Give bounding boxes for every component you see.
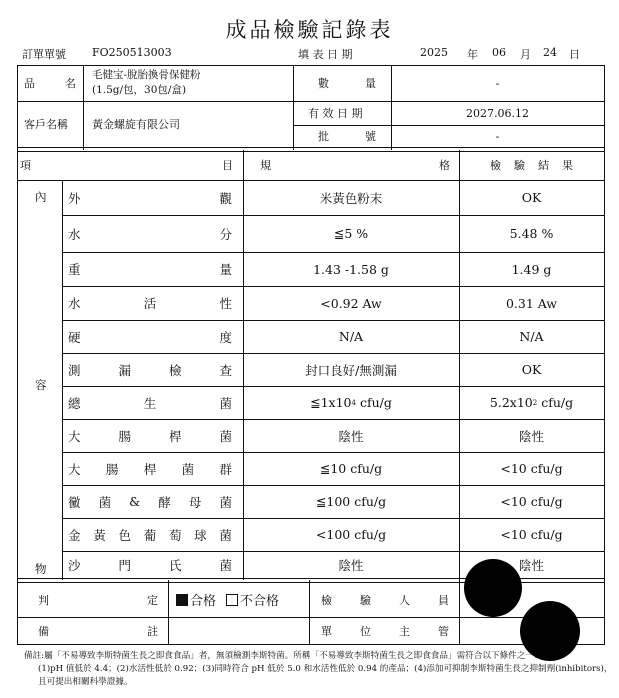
redacted-signature-inspector (464, 559, 522, 617)
fill-date-day: 24 (543, 46, 557, 59)
row-item-char: 測 (68, 362, 81, 378)
row-item-char: 群 (219, 461, 232, 477)
pass-checkbox[interactable] (176, 594, 188, 606)
row-result: OK (521, 190, 542, 205)
row-item-char: 色 (118, 527, 131, 543)
row-item (68, 386, 232, 419)
row-item-char: 酵 (158, 494, 171, 510)
footnote-line-3: 且可提出相關科學證據。 (38, 677, 133, 687)
quantity-label (318, 65, 376, 101)
row-item-char: 水 (68, 226, 81, 242)
product-name-label-1: 品 (24, 77, 35, 90)
judgement-options (176, 582, 279, 617)
row-item-char: 性 (219, 296, 232, 311)
row-result-exponent: 2 (532, 398, 538, 407)
column-result: 檢驗結果 (490, 159, 586, 172)
row-result: <10 cfu/g (500, 527, 563, 542)
row-result: 陰性 (518, 557, 544, 573)
row-item-char: 生 (143, 395, 157, 411)
inspector-label-2: 驗 (360, 593, 371, 607)
unit-supervisor-label-1: 單 (321, 625, 332, 638)
product-name-line2: (1.5g/包，30包/盒) (92, 84, 187, 96)
row-item-char: 萄 (168, 527, 182, 543)
row-item-char: 母 (188, 494, 202, 510)
row-item-char: 大 (68, 461, 81, 477)
row-item-char: 外 (68, 190, 81, 206)
judgement-label-2: 定 (147, 593, 158, 607)
row-spec: ≦10 cfu/g (319, 461, 383, 476)
fill-date-year-unit: 年 (467, 48, 478, 61)
row-spec: ≦5 % (333, 226, 369, 241)
row-item-char: 菌 (181, 461, 195, 477)
row-item-char: 度 (219, 329, 232, 345)
row-item-char: 桿 (168, 428, 182, 444)
column-item-right: 目 (222, 159, 233, 172)
order-label: 訂單單號 (22, 48, 66, 61)
product-name (92, 68, 201, 98)
row-item-char: 門 (118, 557, 131, 573)
row-item-char: 桿 (143, 461, 157, 477)
row-item-char: 金 (68, 527, 81, 543)
column-item-left: 項 (20, 159, 31, 172)
batch-label-2: 號 (365, 130, 376, 143)
row-result: 5.48 % (509, 226, 554, 241)
content-label-middle: 容 (35, 378, 47, 392)
row-item (68, 320, 232, 353)
quantity-label-2: 量 (365, 77, 376, 90)
row-spec: 陰性 (338, 557, 364, 573)
row-item (68, 485, 232, 518)
customer-name: 黃金螺旋有限公司 (92, 118, 180, 131)
judgement-label-1: 判 (38, 593, 49, 607)
row-item-char: 菌 (219, 494, 232, 510)
row-result: OK (521, 362, 542, 377)
row-item-char: 黴 (68, 494, 81, 510)
page-title: 成品檢驗記錄表 (225, 18, 394, 42)
row-item-char: 漏 (118, 362, 131, 378)
quantity-label-1: 數 (318, 77, 329, 90)
expiry-value: 2027.06.12 (466, 106, 529, 120)
fill-date-day-unit: 日 (569, 48, 580, 61)
row-item-char: 查 (219, 362, 232, 378)
footnote-line-1: 備註:屬「不易導致李斯特菌生長之即食食品」者，無須檢測李斯特菌。所稱「不易導致李斯特菌生長之即食食品」需符合以下條件之一： (24, 651, 543, 661)
row-item-char: 分 (219, 226, 232, 242)
row-item-char: 腸 (118, 428, 131, 444)
row-item-char: 葡 (143, 527, 157, 543)
row-item-char: 球 (194, 527, 207, 543)
row-item-char: 觀 (219, 190, 232, 206)
row-spec-unit: cfu/g (355, 395, 392, 410)
row-item-char: 菌 (219, 428, 232, 444)
row-item (68, 452, 232, 485)
row-item (68, 518, 232, 551)
unit-supervisor-label-4: 管 (438, 625, 449, 638)
row-item-char: 檢 (168, 362, 182, 378)
row-item (68, 252, 232, 286)
row-spec-exponent: 4 (351, 398, 356, 407)
row-item-char: 黃 (93, 527, 106, 543)
customer-label: 客戶名稱 (24, 118, 68, 131)
content-label-bottom: 物 (35, 562, 47, 576)
row-item-char: 菌 (219, 395, 232, 411)
remarks-label (38, 618, 158, 644)
unit-supervisor-label-3: 主 (399, 625, 410, 638)
row-item (68, 180, 232, 215)
row-spec-base: ≦1x10 (310, 395, 352, 410)
row-item (68, 286, 232, 320)
judgement-label (38, 582, 158, 617)
inspector-label (321, 582, 449, 617)
fill-date-month-unit: 月 (520, 48, 531, 61)
row-item-char: 氏 (168, 557, 182, 573)
row-result: <10 cfu/g (500, 494, 563, 509)
row-item-char: 腸 (105, 461, 119, 477)
row-item-char: 硬 (68, 329, 81, 345)
row-spec: 陰性 (338, 428, 364, 444)
row-spec: 1.43 -1.58 g (313, 261, 389, 277)
row-item-char: 活 (143, 296, 157, 311)
column-spec-left: 規 (260, 159, 271, 172)
row-item-char: 菌 (219, 557, 232, 573)
inspector-label-3: 人 (399, 593, 410, 607)
row-spec: 封口良好/無測漏 (305, 362, 397, 378)
row-item (68, 419, 232, 452)
row-result: <10 cfu/g (500, 461, 563, 476)
row-result: 1.49 g (511, 261, 552, 277)
row-item-char: 菌 (219, 527, 232, 543)
batch-value: - (495, 129, 500, 143)
row-result: 0.31 Aw (506, 295, 557, 311)
footnotes (24, 650, 614, 689)
pass-label: 合格 (190, 594, 217, 609)
remarks-label-2: 註 (147, 625, 158, 638)
fill-date-month: 06 (492, 46, 506, 59)
fill-date-year: 2025 (420, 46, 448, 59)
unit-supervisor-label (321, 618, 449, 644)
row-item (68, 215, 232, 252)
batch-label-1: 批 (318, 130, 329, 143)
product-name-label-2: 名 (65, 77, 76, 90)
inspector-label-4: 員 (438, 593, 449, 607)
row-item-char: & (129, 494, 141, 509)
row-result-unit: cfu/g (537, 395, 574, 410)
row-result (459, 386, 604, 419)
product-name-line1: 毛健宝-脫胎換骨保健粉 (92, 69, 201, 81)
row-result: N/A (519, 329, 544, 344)
row-result-base: 5.2x10 (489, 395, 533, 410)
column-spec-right: 格 (439, 159, 450, 172)
fail-label: 不合格 (240, 594, 280, 609)
order-number: FO250513003 (92, 46, 172, 59)
content-label-top: 內 (35, 190, 47, 204)
row-item (68, 551, 232, 578)
unit-supervisor-label-2: 位 (360, 625, 371, 638)
row-item-char: 總 (68, 395, 81, 411)
row-spec (243, 386, 459, 419)
row-spec: <0.92 Aw (320, 295, 382, 311)
inspector-label-1: 檢 (321, 593, 332, 607)
row-item-char: 水 (68, 296, 81, 311)
row-spec: <100 cfu/g (315, 527, 387, 542)
quantity-value: - (495, 76, 500, 90)
row-item-char: 大 (68, 428, 81, 444)
row-result: 陰性 (518, 428, 544, 444)
fail-checkbox[interactable] (226, 594, 238, 606)
row-item-char: 量 (219, 262, 232, 277)
batch-label (318, 125, 376, 147)
fill-date-label: 填 表 日 期 (298, 48, 353, 61)
row-item (68, 353, 232, 386)
row-spec: ≦100 cfu/g (315, 494, 387, 509)
row-item-char: 沙 (68, 557, 81, 573)
remarks-label-1: 備 (38, 625, 49, 638)
row-item-char: 菌 (98, 494, 112, 510)
product-name-label (24, 65, 76, 101)
row-spec: N/A (338, 329, 364, 344)
row-spec: 米黃色粉末 (319, 190, 383, 206)
row-item-char: 重 (68, 262, 81, 277)
expiry-label: 有 效 日 期 (308, 107, 363, 120)
footnote-line-2: (1)pH 值低於 4.4；(2)水活性低於 0.92；(3)同時符合 pH 低於 5.0 和水活性低於 0.94 的產品；(4)添加可抑制李斯特菌生長之抑制劑(inhibitors)， (38, 664, 613, 674)
